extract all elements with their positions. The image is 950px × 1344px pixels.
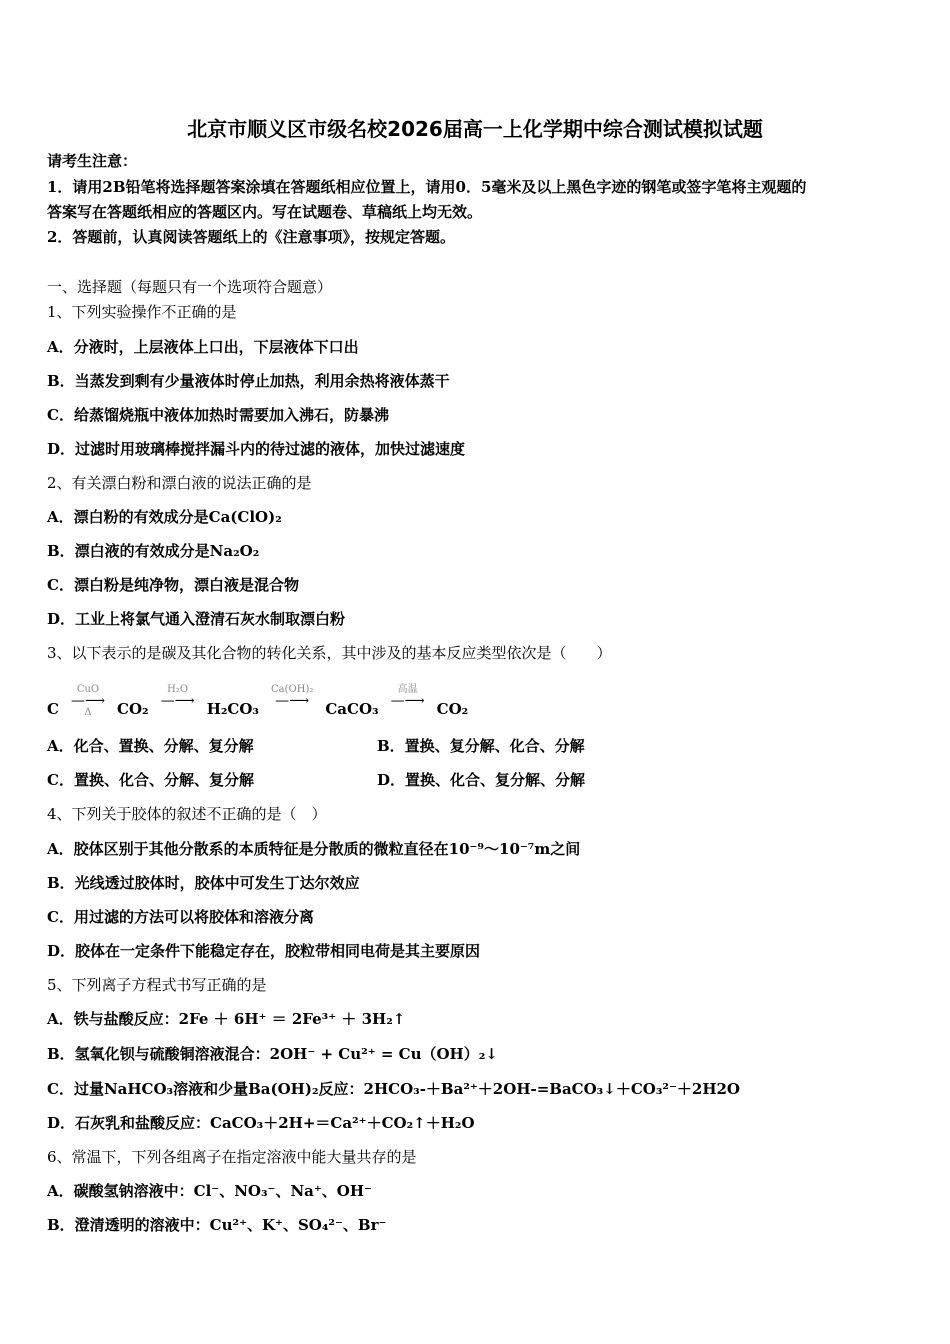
species: CO₂ [117,700,149,718]
question-stem: 5、下列离子方程式书写正确的是 [47,976,267,994]
option: C．置换、化合、分解、复分解 [47,771,254,789]
species: C [47,700,59,718]
option: D．胶体在一定条件下能稳定存在，胶粒带相同电荷是其主要原因 [47,942,481,960]
condition: CuO [76,684,100,695]
reaction-arrow: Ca(OH)₂ —⟶ [271,684,314,709]
section-heading: 一、选择题（每题只有一个选项符合题意） [47,278,333,296]
condition: H₂O [167,684,189,695]
option: A．胶体区别于其他分散系的本质特征是分散质的微粒直径在10⁻⁹～10⁻⁷m之间 [47,840,581,858]
option: A．碳酸氢钠溶液中：Cl⁻、NO₃⁻、Na⁺、OH⁻ [47,1182,372,1200]
option: A．化合、置换、分解、复分解 [47,737,254,755]
notice-line: 1．请用2B铅笔将选择题答案涂填在答题纸相应位置上，请用0．5毫米及以上黑色字迹的钢笔或签字笔将主观题的 [47,178,807,196]
reaction-arrow: H₂O —⟶ [160,684,195,709]
option: B．氢氧化钡与硫酸铜溶液混合：2OH⁻ + Cu²⁺ = Cu（OH）₂↓ [47,1045,498,1063]
question-stem: 4、下列关于胶体的叙述不正确的是（ ） [47,805,327,823]
condition: Δ [84,707,92,718]
notice-line: 答案写在答题纸相应的答题区内。写在试题卷、草稿纸上均无效。 [47,203,483,221]
question-stem: 6、常温下，下列各组离子在指定溶液中能大量共存的是 [47,1148,417,1166]
option: C．用过滤的方法可以将胶体和溶液分离 [47,908,314,926]
option: B．置换、复分解、化合、分解 [377,737,585,755]
option: B．当蒸发到剩有少量液体时停止加热，利用余热将液体蒸干 [47,372,450,390]
question-stem: 3、以下表示的是碳及其化合物的转化关系，其中涉及的基本反应类型依次是（ ） [47,644,612,662]
reaction-arrow: CuO —⟶ Δ [70,684,106,718]
question-stem: 1、下列实验操作不正确的是 [47,303,237,321]
option: D．置换、化合、复分解、分解 [377,771,586,789]
question-stem: 2、有关漂白粉和漂白液的说法正确的是 [47,474,312,492]
option: C．给蒸馏烧瓶中液体加热时需要加入沸石，防暴沸 [47,406,389,424]
condition: Ca(OH)₂ [271,684,314,695]
option: D．石灰乳和盐酸反应：CaCO₃＋2H+＝Ca²⁺＋CO₂↑＋H₂O [47,1114,475,1132]
species: CaCO₃ [325,700,379,718]
species: CO₂ [436,700,469,718]
species: H₂CO₃ [206,700,260,718]
option: B．光线透过胶体时，胶体中可发生丁达尔效应 [47,874,360,892]
option: D．工业上将氯气通入澄清石灰水制取漂白粉 [47,610,346,628]
option: C．过量NaHCO₃溶液和少量Ba(OH)₂反应：2HCO₃-＋Ba²⁺＋2OH-=BaCO₃↓＋CO₃²⁻＋2H2O [47,1080,740,1098]
option: A．铁与盐酸反应：2Fe ＋ 6H⁺ ＝ 2Fe³⁺ ＋ 3H₂↑ [47,1010,406,1028]
option: A．漂白粉的有效成分是Ca(ClO)₂ [47,508,282,526]
condition: 高温 [397,684,418,695]
reaction-arrow: 高温 —⟶ [391,680,425,718]
page-title: 北京市顺义区市级名校2026届高一上化学期中综合测试模拟试题 [187,117,763,141]
option: A．分液时，上层液体上口出，下层液体下口出 [47,338,359,356]
reaction-chain [47,680,468,718]
notice-line: 2．答题前，认真阅读答题纸上的《注意事项》，按规定答题。 [47,228,455,246]
notice-heading: 请考生注意： [47,152,138,170]
option: B．澄清透明的溶液中：Cu²⁺、K⁺、SO₄²⁻、Br⁻ [47,1216,387,1234]
option: C．漂白粉是纯净物，漂白液是混合物 [47,576,299,594]
option: B．漂白液的有效成分是Na₂O₂ [47,542,260,560]
option: D．过滤时用玻璃棒搅拌漏斗内的待过滤的液体，加快过滤速度 [47,440,466,458]
